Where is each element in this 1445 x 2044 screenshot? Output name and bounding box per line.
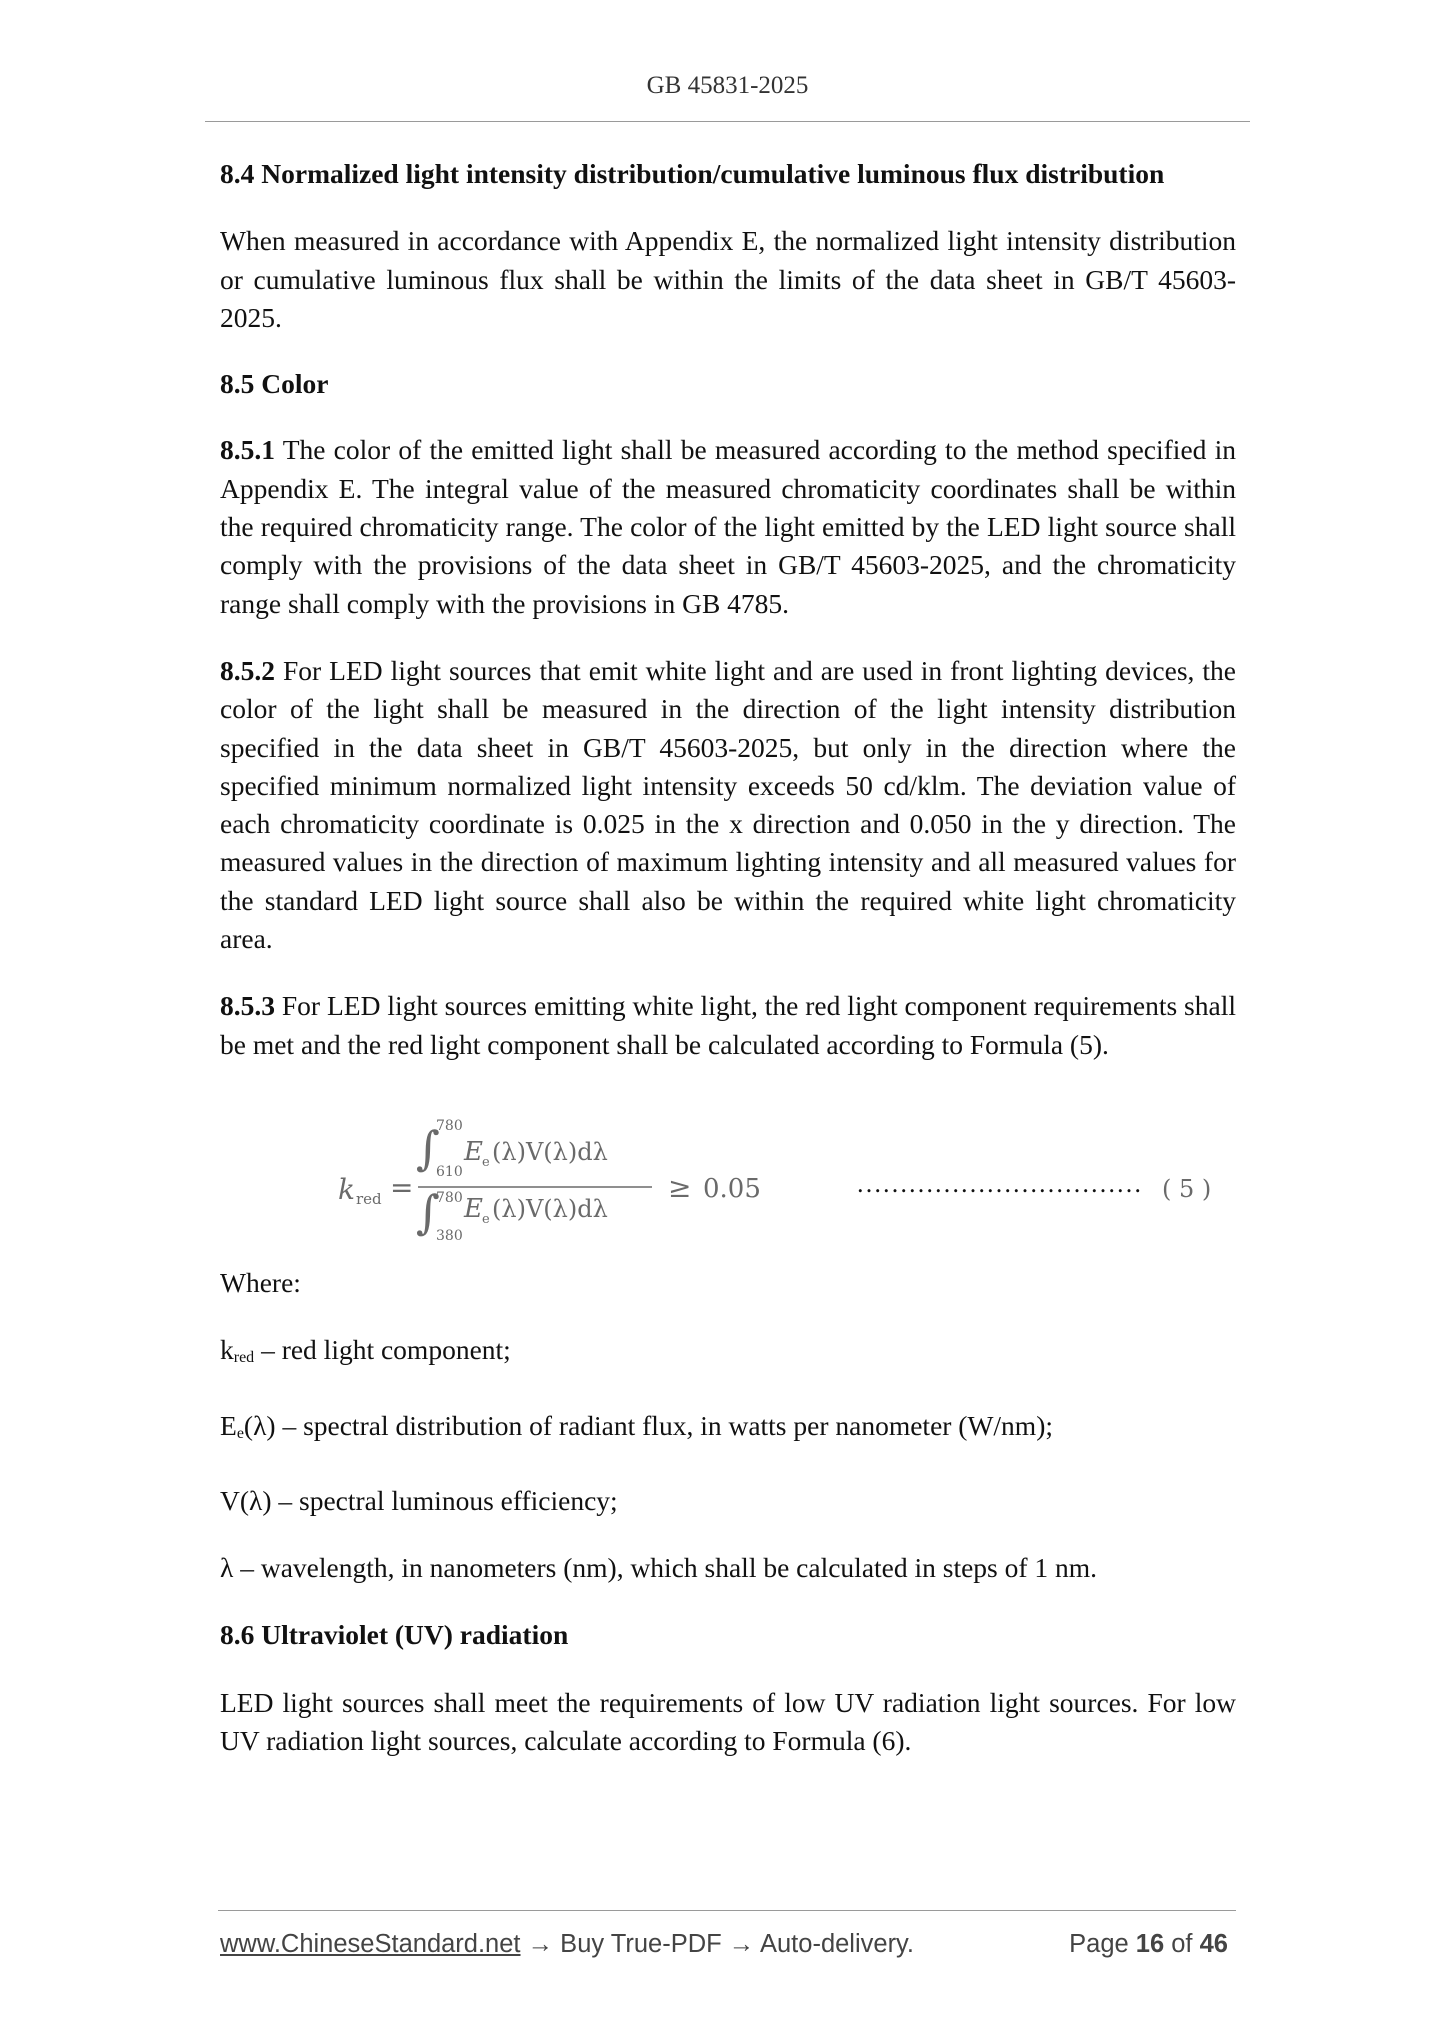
formula-numerator-E: E <box>464 1136 483 1167</box>
definition-e-subscript: e <box>236 1424 244 1442</box>
paragraph-8-5-3-text: For LED light sources emitting white light, the red light component requirements shall be met and the red light component shall be calculated according to Formula (5). <box>220 990 1236 1060</box>
paragraph-8-5-2 <box>220 652 1236 958</box>
footer-divider <box>218 1910 1236 1911</box>
page-footer <box>220 1930 1236 1959</box>
website-link[interactable]: www.ChineseStandard.net <box>220 1930 521 1958</box>
clause-number-8-5-3: 8.5.3 <box>220 990 275 1022</box>
formula-numerator-lower-limit: 610 <box>436 1163 463 1180</box>
formula-5 <box>220 1082 1236 1242</box>
clause-number-8-5-1: 8.5.1 <box>220 434 275 466</box>
definition-k-symbol: k <box>220 1334 234 1366</box>
section-8-6-text: LED light sources shall meet the requirements of low UV radiation light sources. For low UV radiation light sources, calculate according to Formula (6). <box>220 1686 1236 1757</box>
formula-denominator-E-subscript: e <box>482 1211 490 1227</box>
section-8-4-text: When measured in accordance with Appendix E, the normalized light intensity distribution or cumulative luminous flux shall be within the limits of the data sheet in GB/T 45603-2025. <box>220 225 1236 333</box>
formula-denominator-E: E <box>464 1193 483 1224</box>
where-label: Where: <box>220 1266 301 1298</box>
formula-k-subscript: red <box>356 1189 382 1208</box>
document-id-header: GB 45831-2025 <box>646 72 809 99</box>
formula-denominator-integrand: (λ)V(λ)dλ <box>492 1194 608 1223</box>
section-8-6-heading: 8.6 Ultraviolet (UV) radiation <box>220 1619 569 1651</box>
formula-denominator-integral-sign: ∫ <box>416 1184 440 1239</box>
page-label: Page <box>1069 1930 1129 1958</box>
header-divider <box>205 121 1250 122</box>
page-indicator <box>1069 1930 1228 1959</box>
formula-denominator-lower-limit: 380 <box>436 1227 463 1242</box>
formula-k-symbol: k <box>338 1172 355 1206</box>
formula-equals: = <box>390 1170 414 1204</box>
definition-e-text: (λ) – spectral distribution of radiant flux, in watts per nanometer (W/nm); <box>243 1409 1053 1441</box>
formula-5-graphic <box>220 1082 1236 1242</box>
definition-lambda: λ – wavelength, in nanometers (nm), which shall be calculated in steps of 1 nm. <box>220 1552 1098 1584</box>
paragraph-8-5-1-text: The color of the emitted light shall be measured according to the method specified in Appendix E. The integral value of the measured chromaticity coordinates shall be within the required chromaticity range. The color of the light emitted by the LED light source shall comply with the provisions of the data sheet in GB/T 45603-2025, and the chromaticity range shall comply with the provisions in GB 4785. <box>220 434 1236 619</box>
formula-numerator-integrand: (λ)V(λ)dλ <box>492 1137 608 1166</box>
formula-numerator-upper-limit: 780 <box>436 1117 463 1134</box>
formula-threshold: 0.05 <box>703 1173 761 1204</box>
section-8-4-heading: 8.4 Normalized light intensity distribution/cumulative luminous flux distribution <box>220 158 1165 189</box>
formula-denominator-upper-limit: 780 <box>436 1189 463 1206</box>
section-8-5-heading: 8.5 Color <box>220 368 329 400</box>
clause-number-8-5-2: 8.5.2 <box>220 654 275 686</box>
total-pages: 46 <box>1199 1930 1228 1958</box>
formula-relation: ≥ <box>668 1170 692 1204</box>
paragraph-8-5-1 <box>220 431 1236 622</box>
definition-e-lambda <box>220 1407 1236 1453</box>
definition-v-lambda: V(λ) – spectral luminous efficiency; <box>220 1484 618 1516</box>
definition-k-subscript: red <box>233 1349 255 1367</box>
paragraph-8-5-2-text: For LED light sources that emit white light and are used in front lighting devices, the color of the light shall be measured in the direction of the light intensity distribution specified in the data sheet in GB/T 45603-2025, but only in the direction where the specified minimum normalized light intensity exceeds 50 cd/klm. The deviation value of each chromaticity coordinate is 0.025 in the x direction and 0.050 in the y direction. The measured values in the direction of maximum lighting intensity and all measured values for the standard LED light source shall also be within the required white light chromaticity area. <box>220 654 1236 955</box>
page-content <box>220 155 1236 1760</box>
paragraph-8-5-3 <box>220 987 1236 1064</box>
definition-e-symbol: E <box>220 1409 237 1441</box>
definition-k-text: – red light component; <box>254 1334 511 1366</box>
page-of-label: of <box>1171 1930 1193 1958</box>
formula-leader-dots: …………………………… <box>856 1168 1142 1198</box>
formula-number: ( 5 ) <box>1162 1174 1212 1203</box>
formula-numerator-integral-sign: ∫ <box>416 1120 440 1175</box>
footer-promo-text: → Buy True-PDF → Auto-delivery. <box>520 1930 914 1958</box>
current-page-number: 16 <box>1135 1930 1165 1958</box>
formula-numerator-E-subscript: e <box>482 1154 490 1170</box>
definition-k-red <box>220 1331 1236 1377</box>
